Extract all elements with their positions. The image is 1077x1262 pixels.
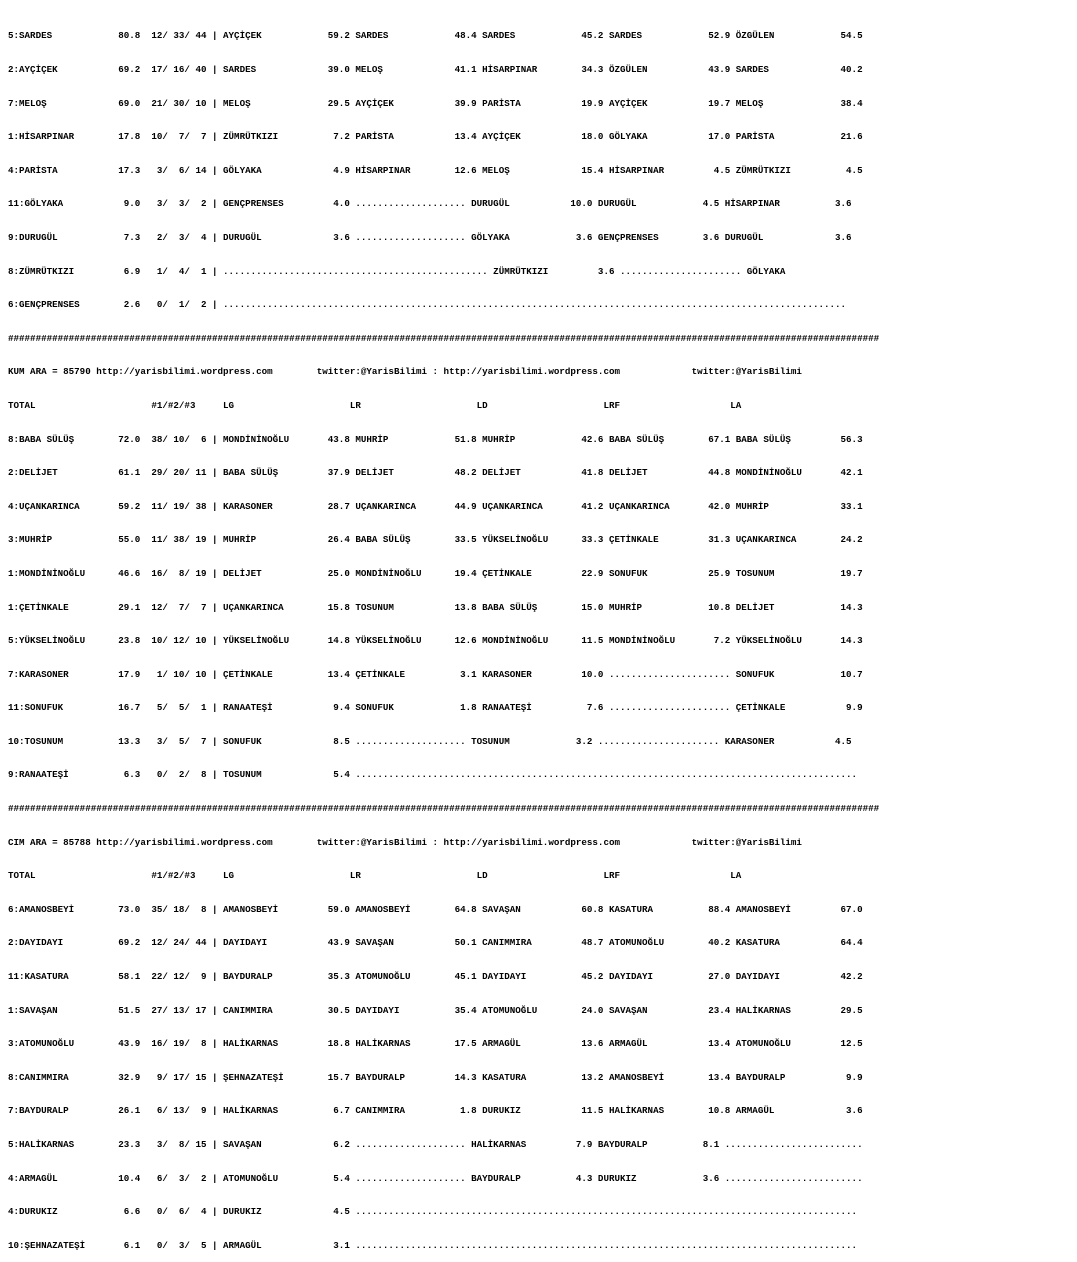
result-line: 11:SONUFUK 16.7 5/ 5/ 1 | RANAATEŞİ 9.4 SONUFUK 1.8 RANAATEŞİ 7.6 ...................... ÇETİNKALE 9.9 — [8, 702, 863, 714]
result-line: 1:ÇETİNKALE 29.1 12/ 7/ 7 | UÇANKARINCA 15.8 TOSUNUM 13.8 BABA SÜLÜŞ 15.0 MUHRİP 10.8 DELİJET 14.3 — [8, 601, 863, 613]
result-line: 7:BAYDURALP 26.1 6/ 13/ 9 | HALİKARNAS 6.7 CANIMMIRA 1.8 DURUKIZ 11.5 HALİKARNAS 10.8 ARMAGÜL 3.6 — [8, 1105, 863, 1117]
section-divider: ############################################################################################################################################################## — [8, 803, 880, 815]
result-line: 1:HİSARPINAR 17.8 10/ 7/ 7 | ZÜMRÜTKIZI 7.2 PARİSTA 13.4 AYÇİÇEK 18.0 GÖLYAKA 17.0 PARİSTA 21.6 — [8, 131, 863, 143]
result-line: 3:MUHRİP 55.0 11/ 38/ 19 | MUHRİP 26.4 BABA SÜLÜŞ 33.5 YÜKSELİNOĞLU 33.3 ÇETİNKALE 31.3 UÇANKARINCA 24.2 — [8, 534, 863, 546]
column-header-line: TOTAL #1/#2/#3 LG LR LD LRF LA — [8, 870, 742, 882]
result-line: 10:ŞEHNAZATEŞİ 6.1 0/ 3/ 5 | ARMAGÜL 3.1 ........................................................................................... — [8, 1239, 858, 1251]
section-header-line: KUM ARA = 85790 http://yarisbilimi.wordpress.com twitter:@YarisBilimi : http://yarisbilimi.wordpress.com twitter:@YarisBilimi — [8, 366, 802, 378]
result-line: 3:ATOMUNOĞLU 43.9 16/ 19/ 8 | HALİKARNAS 18.8 HALİKARNAS 17.5 ARMAGÜL 13.6 ARMAGÜL 13.4 ATOMUNOĞLU 12.5 — [8, 1038, 863, 1050]
result-line: 9:RANAATEŞİ 6.3 0/ 2/ 8 | TOSUNUM 5.4 ........................................................................................... — [8, 769, 858, 781]
result-line: 2:DELİJET 61.1 29/ 20/ 11 | BABA SÜLÜŞ 37.9 DELİJET 48.2 DELİJET 41.8 DELİJET 44.8 MONDİNİNOĞLU 42.1 — [8, 467, 863, 479]
section-divider: ############################################################################################################################################################## — [8, 332, 880, 344]
result-line: 6:AMANOSBEYİ 73.0 35/ 18/ 8 | AMANOSBEYİ 59.0 AMANOSBEYİ 64.8 SAVAŞAN 60.8 KASATURA 88.4 AMANOSBEYİ 67.0 — [8, 903, 863, 915]
result-line: 6:GENÇPRENSES 2.6 0/ 1/ 2 | ................................................................................................................. — [8, 299, 847, 311]
result-line: 7:MELOŞ 69.0 21/ 30/ 10 | MELOŞ 29.5 AYÇİÇEK 39.9 PARİSTA 19.9 AYÇİÇEK 19.7 MELOŞ 38.4 — [8, 97, 863, 109]
result-line: 1:MONDİNİNOĞLU 46.6 16/ 8/ 19 | DELİJET 25.0 MONDİNİNOĞLU 19.4 ÇETİNKALE 22.9 SONUFUK 25.9 TOSUNUM 19.7 — [8, 567, 863, 579]
result-line: 10:TOSUNUM 13.3 3/ 5/ 7 | SONUFUK 8.5 .................... TOSUNUM 3.2 ...................... KARASONER 4.5 — [8, 735, 852, 747]
result-line: 11:KASATURA 58.1 22/ 12/ 9 | BAYDURALP 35.3 ATOMUNOĞLU 45.1 DAYIDAYI 45.2 DAYIDAYI 27.0 DAYIDAYI 42.2 — [8, 971, 863, 983]
result-line: 4:UÇANKARINCA 59.2 11/ 19/ 38 | KARASONER 28.7 UÇANKARINCA 44.9 UÇANKARINCA 41.2 UÇANKARINCA 42.0 MUHRİP 33.1 — [8, 500, 863, 512]
result-line: 11:GÖLYAKA 9.0 3/ 3/ 2 | GENÇPRENSES 4.0 .................... DURUGÜL 10.0 DURUGÜL 4.5 HİSARPINAR 3.6 — [8, 198, 852, 210]
result-line: 8:CANIMMIRA 32.9 9/ 17/ 15 | ŞEHNAZATEŞİ 15.7 BAYDURALP 14.3 KASATURA 13.2 AMANOSBEYİ 13.4 BAYDURALP 9.9 — [8, 1071, 863, 1083]
result-line: 5:SARDES 80.8 12/ 33/ 44 | AYÇİÇEK 59.2 SARDES 48.4 SARDES 45.2 SARDES 52.9 ÖZGÜLEN 54.5 — [8, 30, 863, 42]
section-header-line: CIM ARA = 85788 http://yarisbilimi.wordpress.com twitter:@YarisBilimi : http://yarisbilimi.wordpress.com twitter:@YarisBilimi — [8, 836, 802, 848]
result-line: 8:BABA SÜLÜŞ 72.0 38/ 10/ 6 | MONDİNİNOĞLU 43.8 MUHRİP 51.8 MUHRİP 42.6 BABA SÜLÜŞ 67.1 BABA SÜLÜŞ 56.3 — [8, 433, 863, 445]
result-line: 9:DURUGÜL 7.3 2/ 3/ 4 | DURUGÜL 3.6 .................... GÖLYAKA 3.6 GENÇPRENSES 3.6 DURUGÜL 3.6 — [8, 231, 852, 243]
result-line: 5:YÜKSELİNOĞLU 23.8 10/ 12/ 10 | YÜKSELİNOĞLU 14.8 YÜKSELİNOĞLU 12.6 MONDİNİNOĞLU 11.5 MONDİNİNOĞLU 7.2 YÜKSELİNOĞLU 14.3 — [8, 635, 863, 647]
result-line: 5:HALİKARNAS 23.3 3/ 8/ 15 | SAVAŞAN 6.2 .................... HALİKARNAS 7.9 BAYDURALP 8.1 ......................... — [8, 1139, 863, 1150]
column-header-line: TOTAL #1/#2/#3 LG LR LD LRF LA — [8, 399, 742, 411]
result-line: 4:ARMAGÜL 10.4 6/ 3/ 2 | ATOMUNOĞLU 5.4 .................... BAYDURALP 4.3 DURUKIZ 3.6 ......................... — [8, 1172, 863, 1184]
result-line: 2:DAYIDAYI 69.2 12/ 24/ 44 | DAYIDAYI 43.9 SAVAŞAN 50.1 CANIMMIRA 48.7 ATOMUNOĞLU 40.2 KASATURA 64.4 — [8, 937, 863, 949]
result-line: 8:ZÜMRÜTKIZI 6.9 1/ 4/ 1 | ................................................ ZÜMRÜTKIZI 3.6 ...................... GÖLYAKA — [8, 265, 786, 277]
result-line: 2:AYÇİÇEK 69.2 17/ 16/ 40 | SARDES 39.0 MELOŞ 41.1 HİSARPINAR 34.3 ÖZGÜLEN 43.9 SARDES 40.2 — [8, 64, 863, 75]
result-line: 7:KARASONER 17.9 1/ 10/ 10 | ÇETİNKALE 13.4 ÇETİNKALE 3.1 KARASONER 10.0 ...................... SONUFUK 10.7 — [8, 668, 863, 680]
result-line: 4:PARİSTA 17.3 3/ 6/ 14 | GÖLYAKA 4.9 HİSARPINAR 12.6 MELOŞ 15.4 HİSARPINAR 4.5 ZÜMRÜTKIZI 4.5 — [8, 164, 863, 176]
result-line: 1:SAVAŞAN 51.5 27/ 13/ 17 | CANIMMIRA 30.5 DAYIDAYI 35.4 ATOMUNOĞLU 24.0 SAVAŞAN 23.4 HALİKARNAS 29.5 — [8, 1004, 863, 1016]
result-line: 4:DURUKIZ 6.6 0/ 6/ 4 | DURUKIZ 4.5 ........................................................................................... — [8, 1206, 858, 1218]
